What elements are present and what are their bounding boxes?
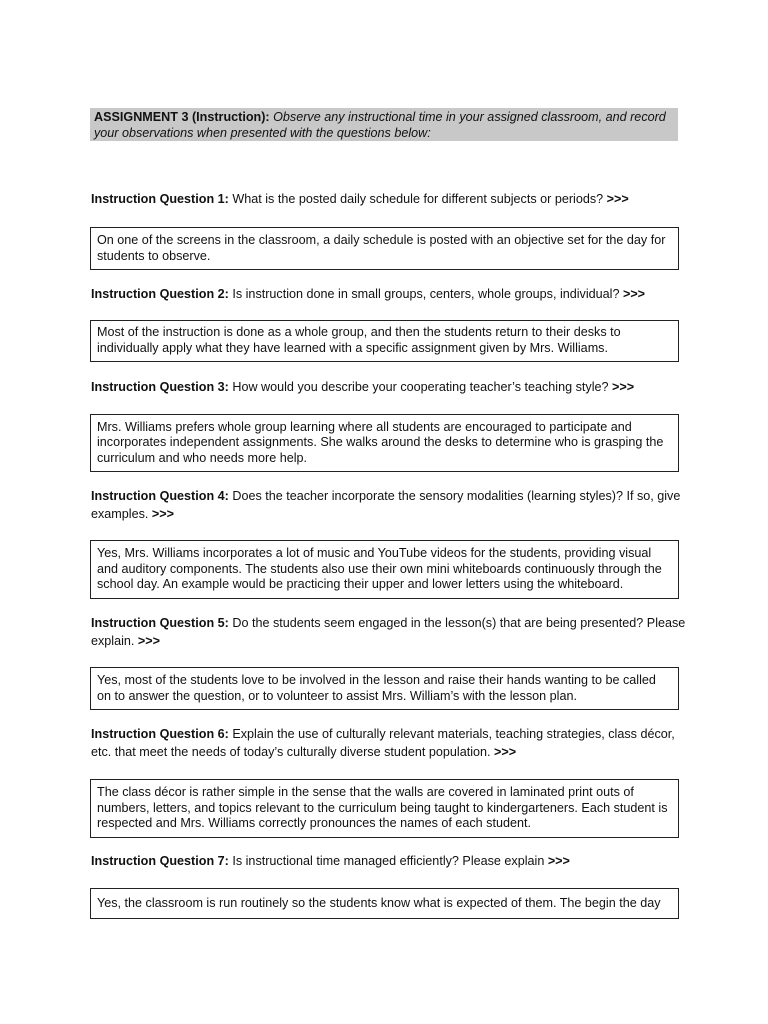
question-text: Does the teacher incorporate the sensory modalities (learning styles)? If so, give examples. — [91, 489, 681, 521]
answer-box-7[interactable] — [90, 888, 679, 919]
question-label: Instruction Question 4: — [91, 489, 229, 503]
question-3 — [91, 378, 686, 396]
question-text: How would you describe your cooperating teacher’s teaching style? — [232, 380, 609, 394]
question-label: Instruction Question 2: — [91, 287, 229, 301]
question-arrows: >>> — [151, 507, 174, 521]
question-arrows: >>> — [606, 192, 629, 206]
answer-text: Yes, most of the students love to be involved in the lesson and raise their hands wanting to be called on to answer the question, or to volunteer to assist Mrs. William’s with the lesson plan. — [97, 672, 656, 703]
answer-box-5[interactable] — [90, 667, 679, 710]
assignment-header — [90, 108, 678, 141]
question-arrows: >>> — [547, 854, 570, 868]
question-label: Instruction Question 5: — [91, 616, 229, 630]
answer-text: Yes, the classroom is run routinely so the students know what is expected of them. The begin the day — [97, 895, 661, 910]
answer-box-2[interactable] — [90, 320, 679, 362]
answer-box-4[interactable] — [90, 540, 679, 599]
answer-box-6[interactable] — [90, 779, 679, 838]
question-text: Do the students seem engaged in the lesson(s) that are being presented? Please explain. — [91, 616, 686, 648]
question-4 — [91, 487, 686, 523]
question-label: Instruction Question 6: — [91, 727, 229, 741]
question-7 — [91, 852, 686, 870]
question-text: Explain the use of culturally relevant materials, teaching strategies, class décor, etc. that meet the needs of today’s culturally diverse student population. — [91, 727, 675, 759]
question-label: Instruction Question 7: — [91, 854, 229, 868]
question-arrows: >>> — [612, 380, 635, 394]
question-label: Instruction Question 3: — [91, 380, 229, 394]
answer-text: Most of the instruction is done as a whole group, and then the students return to their desks to individually apply what they have learned with a specific assignment given by Mrs. Williams. — [97, 325, 621, 355]
question-text: What is the posted daily schedule for different subjects or periods? — [232, 192, 604, 206]
question-arrows: >>> — [622, 287, 646, 301]
question-label: Instruction Question 1: — [91, 192, 229, 206]
question-text: Is instructional time managed efficiently? Please explain — [232, 854, 545, 868]
question-2 — [91, 285, 686, 303]
answer-box-1[interactable] — [90, 227, 679, 270]
answer-text: Yes, Mrs. Williams incorporates a lot of music and YouTube videos for the students, providing visual and auditory components. The students also use their own mini whiteboards continuously through the school day. An example would be practicing their upper and lower letters using the whiteboard. — [97, 546, 662, 592]
question-arrows: >>> — [137, 634, 160, 648]
answer-text: Mrs. Williams prefers whole group learning where all students are encouraged to participate and incorporates independent assignments. She walks around the desks to determine who is grasping the curriculum and who needs more help. — [97, 419, 664, 465]
answer-text: On one of the screens in the classroom, a daily schedule is posted with an objective set for the day for students to observe. — [97, 232, 666, 263]
question-6 — [91, 725, 686, 761]
assignment-title: ASSIGNMENT 3 (Instruction): — [94, 110, 270, 124]
question-text: Is instruction done in small groups, centers, whole groups, individual? — [232, 287, 620, 301]
question-5 — [91, 614, 686, 650]
answer-box-3[interactable] — [90, 414, 679, 472]
question-1 — [91, 190, 686, 208]
answer-text: The class décor is rather simple in the sense that the walls are covered in laminated print outs of numbers, letters, and topics relevant to the curriculum being taught to kindergarteners. Each student is respected and Mrs. Williams correctly pronounces the names of each student. — [97, 785, 668, 831]
question-arrows: >>> — [494, 745, 517, 759]
assignment-prompt: Observe any instructional time in your assigned classroom, and record your observations when presented with the questions below: — [94, 110, 666, 140]
